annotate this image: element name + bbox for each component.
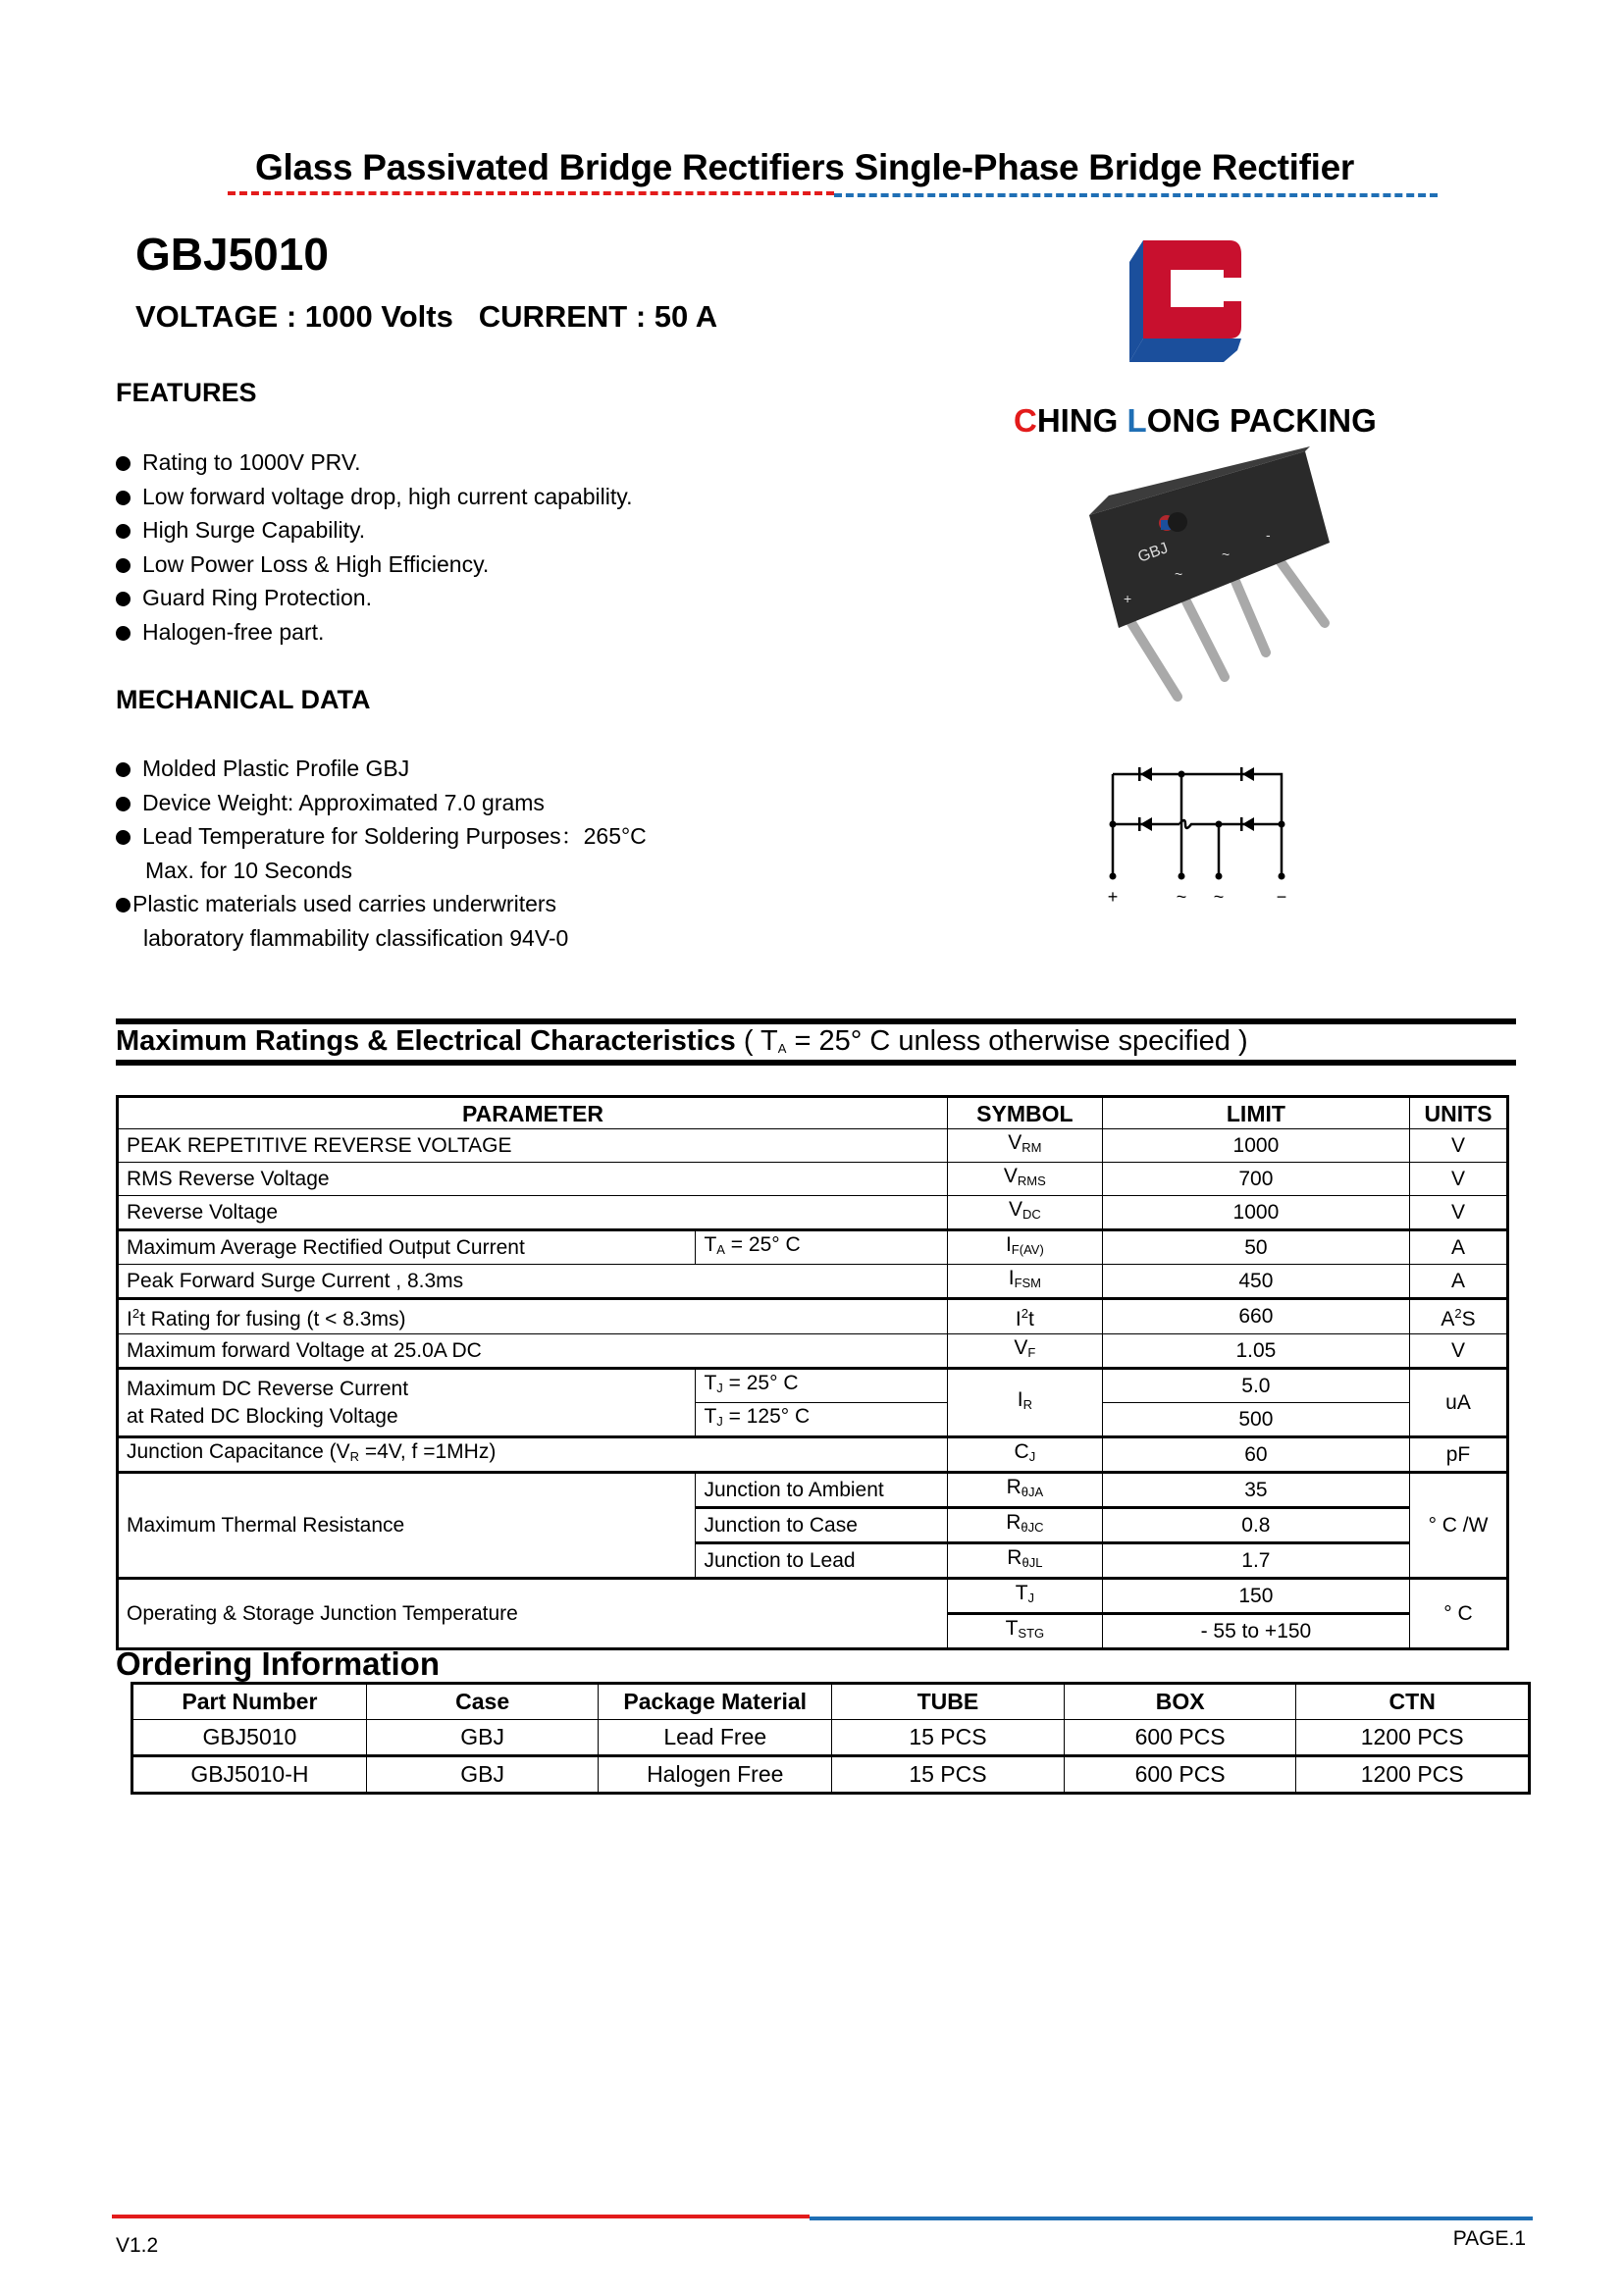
bullet-icon [116,524,131,539]
symbol: T [1005,1617,1019,1640]
table-row [118,1334,1508,1369]
symbol-sub: RM [1022,1140,1042,1155]
limit-cell: 1000 [1102,1196,1409,1230]
feature-text: Guard Ring Protection. [142,585,372,610]
symbol-post: t [1027,1308,1034,1330]
col-ctn: CTN [1296,1684,1530,1720]
param-line: at Rated DC Blocking Voltage [127,1404,398,1428]
param-cell: Reverse Voltage [118,1196,948,1230]
symbol: T [1015,1582,1028,1604]
param-cell: Maximum forward Voltage at 25.0A DC [118,1334,948,1369]
limit-cell: 500 [1102,1403,1409,1437]
ratings-table [116,1095,1509,1650]
mechanical-text: Plastic materials used carries underwriters [132,891,557,916]
features-list [116,445,632,649]
bullet-icon [116,762,131,777]
limit-cell: 150 [1102,1579,1409,1614]
col-box: BOX [1064,1684,1296,1720]
mechanical-list [116,752,647,955]
p-sub: R [349,1449,360,1464]
p: I [127,1308,132,1330]
symbol: V [1008,1198,1022,1221]
symbol: I [1005,1233,1012,1256]
cell: GBJ [366,1720,599,1756]
symbol: R [1006,1511,1022,1534]
symbol-sub: R [1022,1397,1032,1412]
symbol: I [1008,1267,1015,1289]
svg-text:~: ~ [1222,547,1231,562]
p-sup: 2 [131,1306,140,1321]
col-limit: LIMIT [1102,1097,1409,1129]
mechanical-item [116,786,647,820]
feature-item [116,615,632,650]
param-cell: Maximum Thermal Resistance [118,1473,696,1579]
limit-cell: 60 [1102,1437,1409,1473]
company-logo-icon [1122,240,1244,368]
bridge-circuit-diagram [1099,756,1315,913]
footer-rule-red [112,2215,810,2218]
condition-cell [696,1403,947,1437]
company-name [1014,402,1377,440]
symbol-sub: θJC [1021,1520,1044,1535]
package-marking: GBJ [1135,540,1171,566]
section-rule-top [116,1018,1516,1024]
col-units: UNITS [1410,1097,1508,1129]
symbol-sup: 2 [1021,1306,1028,1321]
table-row [118,1299,1508,1334]
unit-cell: ° C [1410,1579,1508,1649]
table-row [132,1756,1530,1794]
version-label: V1.2 [116,2234,159,2257]
limit-cell: 1000 [1102,1129,1409,1163]
section-rule-bottom [116,1060,1516,1066]
symbol-sub: FSM [1014,1276,1042,1290]
param-cell: Peak Forward Surge Current , 8.3ms [118,1265,948,1299]
feature-text: Halogen-free part. [142,618,325,645]
limit-cell: 35 [1102,1473,1409,1508]
feature-text: Low forward voltage drop, high current capability. [142,483,633,509]
unit-cell: ° C /W [1410,1473,1508,1579]
bullet-icon [116,558,131,573]
col-symbol: SYMBOL [947,1097,1102,1129]
symbol: V [1008,1131,1022,1154]
table-row [118,1265,1508,1299]
mechanical-text: Max. for 10 Seconds [145,857,352,883]
voltage-current-rating: VOLTAGE : 1000 Volts CURRENT : 50 A [135,299,718,334]
cell: Lead Free [599,1720,832,1756]
feature-item [116,513,632,548]
condition-cell: Junction to Ambient [696,1473,947,1508]
cell: 600 PCS [1064,1720,1296,1756]
cond-post: = 125° C [722,1405,811,1428]
cell: GBJ5010 [132,1720,367,1756]
col-tube: TUBE [832,1684,1065,1720]
symbol: I [1017,1388,1023,1411]
mechanical-item [116,752,647,786]
table-row [118,1369,1508,1403]
bullet-icon [116,456,131,471]
unit-cell [1410,1299,1508,1334]
feature-text: Low Power Loss & High Efficiency. [142,550,490,577]
terminal-plus: + [1107,887,1119,907]
unit-cell: V [1410,1129,1508,1163]
symbol-sub: θJL [1022,1555,1043,1570]
ratings-title [116,1025,1248,1058]
symbol-cell [947,1230,1102,1265]
symbol-sub: θJA [1021,1485,1044,1499]
ordering-table [131,1682,1531,1795]
bullet-icon [116,592,131,606]
symbol-sub: J [1028,1449,1036,1464]
cell: GBJ5010-H [132,1756,367,1794]
table-header-row [118,1097,1508,1129]
mechanical-item-cont [116,921,647,956]
brand-text-2: ONG PACKING [1146,402,1377,439]
symbol-cell [947,1437,1102,1473]
feature-text: High Surge Capability. [142,517,366,543]
param-cell: Maximum Average Rectified Output Current [118,1230,696,1265]
table-row [118,1579,1508,1614]
table-row [118,1473,1508,1508]
table-header-row [132,1684,1530,1720]
cond-post: = 25° C [724,1233,801,1256]
svg-text:-: - [1266,527,1271,543]
unit-cell: V [1410,1163,1508,1196]
symbol-sub: DC [1022,1207,1041,1222]
table-row [132,1720,1530,1756]
u: A [1441,1308,1455,1330]
brand-letter-l: L [1126,402,1147,439]
ratings-cond-sub: A [777,1041,787,1056]
feature-item [116,445,632,480]
page-number: PAGE.1 [1452,2227,1526,2250]
col-parameter: PARAMETER [118,1097,948,1129]
symbol-sub: F(AV) [1011,1242,1044,1257]
symbol-sub: F [1027,1345,1036,1360]
limit-cell: 0.8 [1102,1508,1409,1543]
limit-cell: 50 [1102,1230,1409,1265]
ratings-cond-post: = 25° C unless otherwise specified ) [786,1025,1248,1057]
u-sup: 2 [1454,1306,1462,1321]
limit-cell: 660 [1102,1299,1409,1334]
limit-cell: 1.05 [1102,1334,1409,1369]
table-row [118,1129,1508,1163]
u-post: S [1461,1308,1476,1330]
svg-text:+: + [1124,591,1132,606]
param-cell [118,1299,948,1334]
param-cell: Operating & Storage Junction Temperature [118,1579,948,1649]
symbol-cell [947,1163,1102,1196]
symbol-cell [947,1196,1102,1230]
p-post: t Rating for fusing (t < 8.3ms) [139,1308,406,1330]
feature-text: Rating to 1000V PRV. [142,449,361,475]
p-post: =4V, f =1MHz) [359,1440,497,1463]
symbol-cell [947,1299,1102,1334]
terminal-minus: − [1276,887,1287,907]
cond-sub: J [716,1381,723,1395]
table-row [118,1437,1508,1473]
mechanical-text: Molded Plastic Profile GBJ [142,756,410,781]
mechanical-text: Device Weight: Approximated 7.0 grams [142,789,545,815]
cell: 1200 PCS [1296,1720,1530,1756]
param-cell [118,1437,948,1473]
mechanical-heading: MECHANICAL DATA [116,685,371,714]
brand-text-1: HING [1036,402,1127,439]
col-case: Case [366,1684,599,1720]
title-underline-blue [834,193,1438,197]
ratings-title-bold: Maximum Ratings & Electrical Characteristics [116,1025,736,1057]
symbol-sub: J [1027,1591,1035,1605]
cell: 15 PCS [832,1756,1065,1794]
feature-item [116,480,632,514]
col-package-material: Package Material [599,1684,832,1720]
symbol-sub: STG [1018,1626,1045,1641]
terminal-ac-2: ~ [1213,887,1225,907]
mechanical-item [116,887,647,921]
param-cell [118,1369,696,1437]
unit-cell: uA [1410,1369,1508,1437]
condition-cell [696,1230,947,1265]
limit-cell: 5.0 [1102,1369,1409,1403]
cell: 1200 PCS [1296,1756,1530,1794]
symbol-cell [947,1265,1102,1299]
cond-post: = 25° C [722,1372,799,1394]
condition-cell [696,1369,947,1403]
unit-cell: A [1410,1230,1508,1265]
symbol-cell [947,1129,1102,1163]
symbol-cell [947,1334,1102,1369]
ordering-title: Ordering Information [116,1645,440,1682]
symbol: R [1007,1546,1022,1569]
symbol-cell [947,1614,1102,1649]
condition-cell: Junction to Lead [696,1543,947,1579]
feature-item [116,548,632,582]
mechanical-item-cont [116,854,647,888]
cond-sub: J [716,1414,723,1429]
symbol: V [1003,1165,1018,1187]
cell: GBJ [366,1756,599,1794]
cond: T [704,1233,717,1256]
symbol-cell [947,1473,1102,1508]
cell: 15 PCS [832,1720,1065,1756]
bullet-icon [116,830,131,845]
limit-cell: - 55 to +150 [1102,1614,1409,1649]
mechanical-item [116,819,647,854]
unit-cell: A [1410,1265,1508,1299]
symbol: I [1015,1308,1022,1330]
symbol: C [1014,1440,1029,1463]
svg-text:~: ~ [1175,566,1183,582]
part-number: GBJ5010 [135,229,329,280]
symbol-sub: RMS [1017,1174,1046,1188]
col-part-number: Part Number [132,1684,367,1720]
feature-item [116,581,632,615]
cell: 600 PCS [1064,1756,1296,1794]
cond: T [704,1405,717,1428]
symbol-cell [947,1369,1102,1437]
bullet-icon [116,626,131,641]
features-heading: FEATURES [116,378,257,407]
bullet-icon [116,491,131,505]
limit-cell: 450 [1102,1265,1409,1299]
bullet-icon [116,797,131,811]
param-cell: PEAK REPETITIVE REVERSE VOLTAGE [118,1129,948,1163]
table-row [118,1163,1508,1196]
unit-cell: V [1410,1196,1508,1230]
symbol-cell [947,1543,1102,1579]
ratings-cond: ( T [735,1025,778,1057]
p: Junction Capacitance (V [127,1440,350,1463]
brand-letter-c: C [1014,402,1037,439]
bullet-icon [116,898,131,913]
cond: T [704,1372,717,1394]
param-line: Maximum DC Reverse Current [127,1377,409,1400]
cell: Halogen Free [599,1756,832,1794]
terminal-ac-1: ~ [1176,887,1187,907]
condition-cell: Junction to Case [696,1508,947,1543]
limit-cell: 700 [1102,1163,1409,1196]
gbj-package-image [1070,446,1354,711]
table-row [118,1230,1508,1265]
mechanical-text: Lead Temperature for Soldering Purposes：265°C [142,823,647,849]
symbol-cell [947,1579,1102,1614]
unit-cell: V [1410,1334,1508,1369]
symbol: V [1014,1336,1028,1359]
table-row [118,1196,1508,1230]
title-underline-red [228,191,834,195]
mechanical-text: laboratory flammability classification 94V-0 [143,924,569,951]
unit-cell: pF [1410,1437,1508,1473]
symbol: R [1006,1476,1022,1498]
param-cell: RMS Reverse Voltage [118,1163,948,1196]
footer-rule-blue [810,2217,1533,2220]
limit-cell: 1.7 [1102,1543,1409,1579]
symbol-cell [947,1508,1102,1543]
document-title: Glass Passivated Bridge Rectifiers Single-Phase Bridge Rectifier [255,147,1355,187]
cond-sub: A [716,1242,725,1257]
